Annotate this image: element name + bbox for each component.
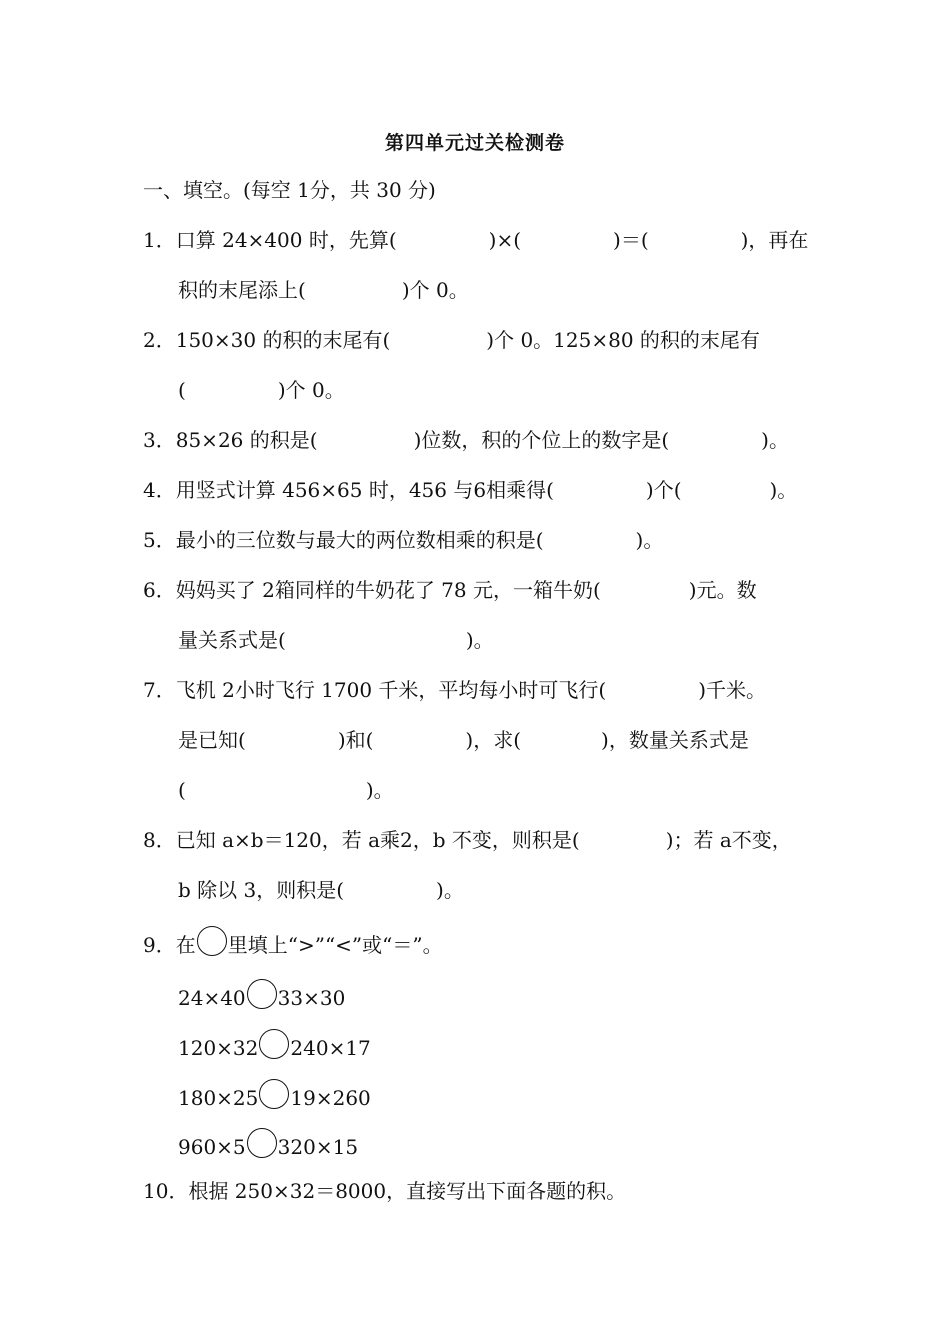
compare-circle[interactable] xyxy=(247,1128,277,1158)
question-1-line-1 xyxy=(143,226,808,254)
question-text: 在 xyxy=(175,933,196,957)
question-text: )千米。 xyxy=(698,678,767,702)
question-9 xyxy=(143,926,443,959)
question-text: )＝( xyxy=(613,228,649,252)
question-text: )；若 a不变， xyxy=(665,828,792,852)
question-text: 积的末尾添上( xyxy=(178,278,306,302)
question-text: 口算 24×400 时，先算( xyxy=(175,228,397,252)
circle-icon xyxy=(197,926,227,956)
question-number: 2． xyxy=(143,328,176,352)
question-1-line-2 xyxy=(178,276,469,304)
question-text: )。 xyxy=(635,528,664,552)
question-number: 5． xyxy=(143,528,176,552)
question-text: 妈妈买了 2箱同样的牛奶花了 78 元，一箱牛奶( xyxy=(175,578,601,602)
question-text: )。 xyxy=(365,778,394,802)
compare-row xyxy=(178,1079,371,1112)
question-text: )。 xyxy=(436,878,464,902)
question-number: 8． xyxy=(143,828,176,852)
question-5 xyxy=(143,526,663,554)
question-text: )，数量关系式是 xyxy=(601,728,749,752)
question-3 xyxy=(143,426,789,454)
question-text: )个 0。 xyxy=(277,378,345,402)
question-10 xyxy=(143,1177,626,1205)
question-text: 150×30 的积的末尾有( xyxy=(175,328,391,352)
question-text: )，再在 xyxy=(740,228,809,252)
question-7-line-2 xyxy=(178,726,749,754)
question-number: 1． xyxy=(143,228,176,252)
question-text: )位数，积的个位上的数字是( xyxy=(413,428,670,452)
compare-circle[interactable] xyxy=(259,1029,289,1059)
question-2-line-2 xyxy=(178,376,345,404)
question-number: 3． xyxy=(143,428,176,452)
question-text: )。 xyxy=(769,478,798,502)
question-text: ( xyxy=(178,778,186,802)
question-text: 已知 a×b＝120，若 a乘2，b 不变，则积是( xyxy=(175,828,580,852)
compare-circle[interactable] xyxy=(247,979,277,1009)
question-number: 10． xyxy=(143,1179,189,1203)
question-text: b 除以 3，则积是( xyxy=(178,878,345,902)
compare-left: 960×5 xyxy=(178,1135,246,1159)
question-number: 7． xyxy=(143,678,176,702)
question-4 xyxy=(143,476,797,504)
compare-left: 120×32 xyxy=(178,1036,259,1060)
question-8-line-1 xyxy=(143,826,792,854)
question-text: 用竖式计算 456×65 时，456 与6相乘得( xyxy=(175,478,554,502)
compare-right: 320×15 xyxy=(277,1135,359,1159)
question-text: ( xyxy=(178,378,186,402)
question-2-line-1 xyxy=(143,326,760,354)
compare-row xyxy=(178,1128,358,1161)
compare-row xyxy=(178,979,345,1012)
compare-right: 19×260 xyxy=(290,1086,371,1110)
question-text: 是已知( xyxy=(178,728,246,752)
compare-left: 24×40 xyxy=(178,986,246,1010)
compare-row xyxy=(178,1029,371,1062)
question-number: 4． xyxy=(143,478,176,502)
question-text: )个 0。 xyxy=(401,278,469,302)
question-text: )。 xyxy=(465,628,494,652)
question-number: 6． xyxy=(143,578,176,602)
question-7-line-1 xyxy=(143,676,766,704)
question-text: )个 0。125×80 的积的末尾有 xyxy=(486,328,760,352)
question-text: 85×26 的积是( xyxy=(175,428,318,452)
question-text: )。 xyxy=(761,428,789,452)
question-text: 最小的三位数与最大的两位数相乘的积是( xyxy=(175,528,544,552)
question-number: 9． xyxy=(143,933,176,957)
section-heading: 一、填空。(每空 1分，共 30 分) xyxy=(143,178,436,202)
question-6-line-2 xyxy=(178,626,494,654)
compare-right: 240×17 xyxy=(290,1036,371,1060)
question-text: )和( xyxy=(337,728,374,752)
question-text: 量关系式是( xyxy=(178,628,286,652)
question-text: )个( xyxy=(645,478,682,502)
question-text: )，求( xyxy=(465,728,522,752)
question-text: 里填上“>”“<”或“＝”。 xyxy=(227,933,443,957)
question-text: 飞机 2小时飞行 1700 千米，平均每小时可飞行( xyxy=(175,678,607,702)
question-7-line-3 xyxy=(178,776,394,804)
question-text: 根据 250×32＝8000，直接写出下面各题的积。 xyxy=(188,1179,627,1203)
compare-left: 180×25 xyxy=(178,1086,259,1110)
page-title: 第四单元过关检测卷 xyxy=(384,132,565,154)
question-text: )×( xyxy=(488,228,522,252)
question-6-line-1 xyxy=(143,576,757,604)
question-text: )元。数 xyxy=(688,578,757,602)
question-8-line-2 xyxy=(178,876,464,904)
compare-circle[interactable] xyxy=(259,1079,289,1109)
compare-right: 33×30 xyxy=(277,986,346,1010)
